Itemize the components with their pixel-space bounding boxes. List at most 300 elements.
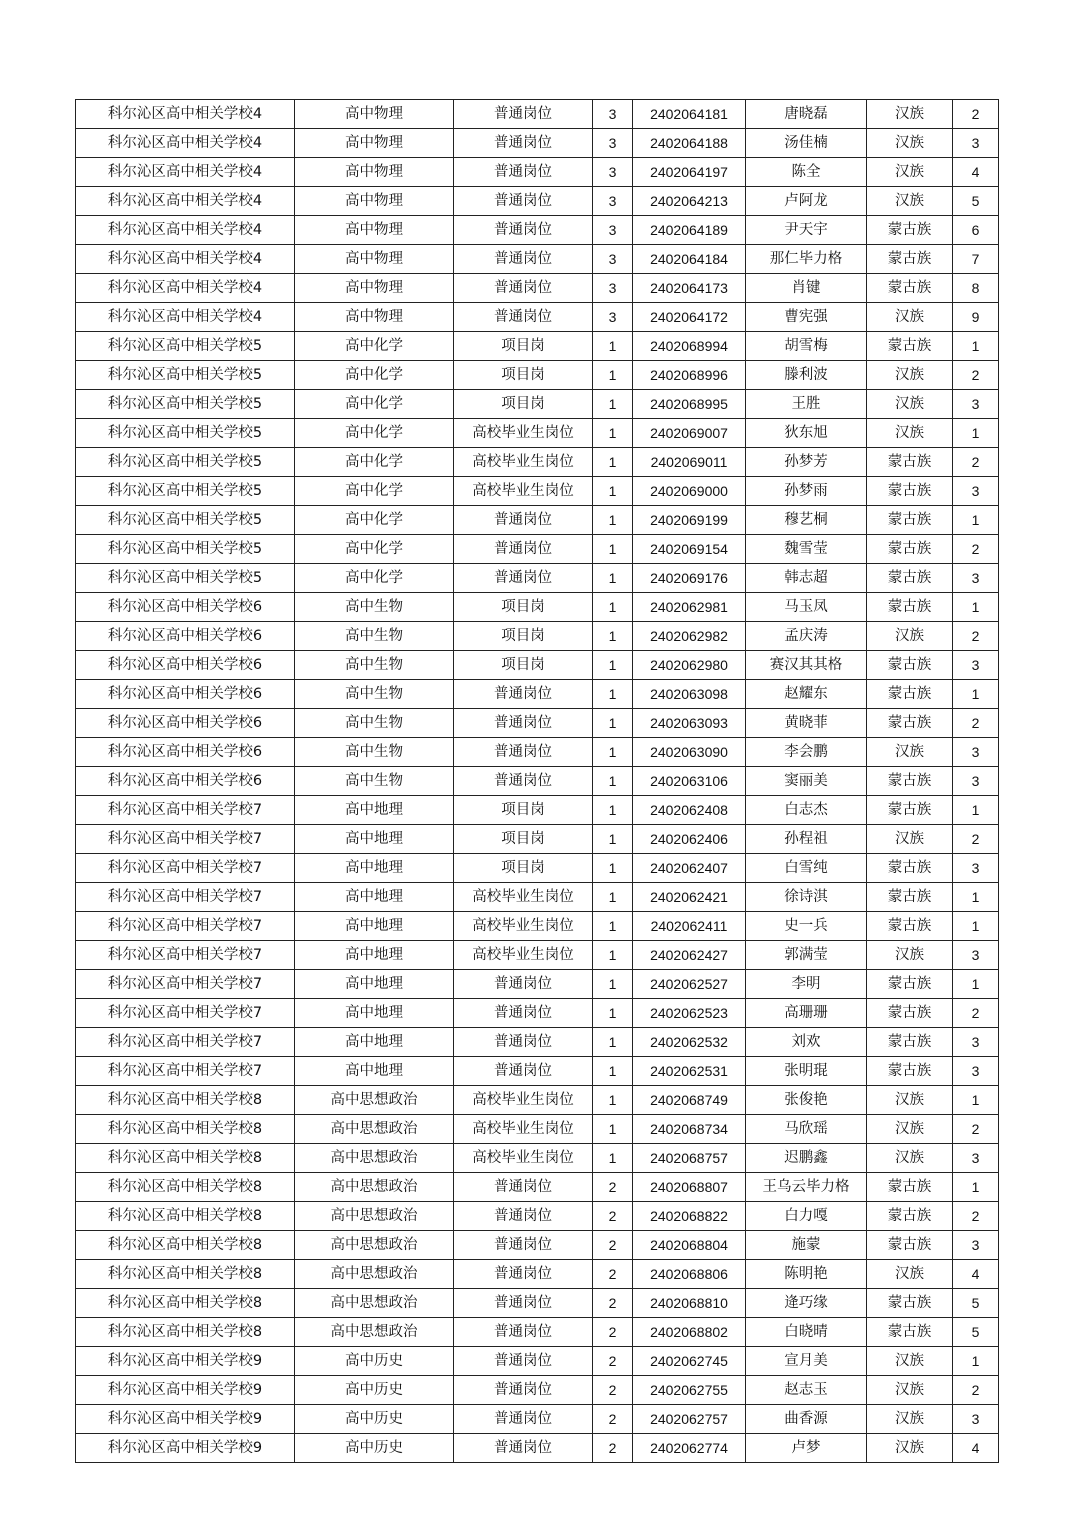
table-row bbox=[76, 100, 999, 129]
post-type-cell: 项目岗 bbox=[454, 651, 593, 680]
post-type-cell: 普通岗位 bbox=[454, 158, 593, 187]
rank-cell: 5 bbox=[953, 1289, 999, 1318]
ethnicity-cell: 蒙古族 bbox=[867, 245, 953, 274]
table-row bbox=[76, 1057, 999, 1086]
subject-cell: 高中物理 bbox=[295, 216, 454, 245]
exam-id-cell: 2402062427 bbox=[633, 941, 746, 970]
quota-cell: 1 bbox=[593, 419, 633, 448]
post-type-cell: 普通岗位 bbox=[454, 738, 593, 767]
school-cell: 科尔沁区高中相关学校9 bbox=[76, 1405, 295, 1434]
table-row bbox=[76, 1434, 999, 1463]
name-cell: 孙梦雨 bbox=[746, 477, 867, 506]
post-type-cell: 普通岗位 bbox=[454, 709, 593, 738]
exam-id-cell: 2402064173 bbox=[633, 274, 746, 303]
ethnicity-cell: 汉族 bbox=[867, 738, 953, 767]
quota-cell: 1 bbox=[593, 535, 633, 564]
ethnicity-cell: 蒙古族 bbox=[867, 796, 953, 825]
name-cell: 刘欢 bbox=[746, 1028, 867, 1057]
post-type-cell: 普通岗位 bbox=[454, 1434, 593, 1463]
school-cell: 科尔沁区高中相关学校7 bbox=[76, 912, 295, 941]
subject-cell: 高中化学 bbox=[295, 535, 454, 564]
table-row bbox=[76, 825, 999, 854]
name-cell: 高珊珊 bbox=[746, 999, 867, 1028]
rank-cell: 3 bbox=[953, 1028, 999, 1057]
ethnicity-cell: 汉族 bbox=[867, 1376, 953, 1405]
quota-cell: 2 bbox=[593, 1289, 633, 1318]
table-row bbox=[76, 535, 999, 564]
name-cell: 黄晓菲 bbox=[746, 709, 867, 738]
subject-cell: 高中地理 bbox=[295, 854, 454, 883]
rank-cell: 1 bbox=[953, 680, 999, 709]
table-row bbox=[76, 593, 999, 622]
subject-cell: 高中物理 bbox=[295, 245, 454, 274]
rank-cell: 3 bbox=[953, 941, 999, 970]
table-row bbox=[76, 999, 999, 1028]
table-row bbox=[76, 1405, 999, 1434]
rank-cell: 3 bbox=[953, 477, 999, 506]
quota-cell: 1 bbox=[593, 1028, 633, 1057]
name-cell: 那仁毕力格 bbox=[746, 245, 867, 274]
table-row bbox=[76, 419, 999, 448]
rank-cell: 2 bbox=[953, 999, 999, 1028]
subject-cell: 高中历史 bbox=[295, 1405, 454, 1434]
name-cell: 赛汉其其格 bbox=[746, 651, 867, 680]
name-cell: 白力嘎 bbox=[746, 1202, 867, 1231]
post-type-cell: 普通岗位 bbox=[454, 100, 593, 129]
quota-cell: 1 bbox=[593, 506, 633, 535]
ethnicity-cell: 汉族 bbox=[867, 129, 953, 158]
exam-id-cell: 2402069011 bbox=[633, 448, 746, 477]
table-row bbox=[76, 1086, 999, 1115]
ethnicity-cell: 汉族 bbox=[867, 622, 953, 651]
rank-cell: 1 bbox=[953, 970, 999, 999]
rank-cell: 1 bbox=[953, 1347, 999, 1376]
ethnicity-cell: 蒙古族 bbox=[867, 854, 953, 883]
rank-cell: 6 bbox=[953, 216, 999, 245]
quota-cell: 1 bbox=[593, 883, 633, 912]
school-cell: 科尔沁区高中相关学校7 bbox=[76, 999, 295, 1028]
exam-id-cell: 2402068994 bbox=[633, 332, 746, 361]
ethnicity-cell: 蒙古族 bbox=[867, 506, 953, 535]
school-cell: 科尔沁区高中相关学校5 bbox=[76, 448, 295, 477]
rank-cell: 5 bbox=[953, 1318, 999, 1347]
name-cell: 王胜 bbox=[746, 390, 867, 419]
post-type-cell: 项目岗 bbox=[454, 361, 593, 390]
name-cell: 李会鹏 bbox=[746, 738, 867, 767]
school-cell: 科尔沁区高中相关学校7 bbox=[76, 941, 295, 970]
post-type-cell: 普通岗位 bbox=[454, 1347, 593, 1376]
subject-cell: 高中物理 bbox=[295, 129, 454, 158]
name-cell: 白晓晴 bbox=[746, 1318, 867, 1347]
rank-cell: 1 bbox=[953, 883, 999, 912]
school-cell: 科尔沁区高中相关学校7 bbox=[76, 796, 295, 825]
name-cell: 王乌云毕力格 bbox=[746, 1173, 867, 1202]
exam-id-cell: 2402064188 bbox=[633, 129, 746, 158]
subject-cell: 高中地理 bbox=[295, 999, 454, 1028]
name-cell: 肖键 bbox=[746, 274, 867, 303]
post-type-cell: 普通岗位 bbox=[454, 506, 593, 535]
ethnicity-cell: 蒙古族 bbox=[867, 216, 953, 245]
exam-id-cell: 2402068995 bbox=[633, 390, 746, 419]
table-row bbox=[76, 361, 999, 390]
rank-cell: 1 bbox=[953, 419, 999, 448]
ethnicity-cell: 汉族 bbox=[867, 158, 953, 187]
name-cell: 卢阿龙 bbox=[746, 187, 867, 216]
exam-id-cell: 2402068757 bbox=[633, 1144, 746, 1173]
subject-cell: 高中思想政治 bbox=[295, 1260, 454, 1289]
post-type-cell: 高校毕业生岗位 bbox=[454, 912, 593, 941]
rank-cell: 2 bbox=[953, 825, 999, 854]
rank-cell: 2 bbox=[953, 1115, 999, 1144]
subject-cell: 高中生物 bbox=[295, 651, 454, 680]
subject-cell: 高中思想政治 bbox=[295, 1202, 454, 1231]
subject-cell: 高中地理 bbox=[295, 941, 454, 970]
rank-cell: 3 bbox=[953, 651, 999, 680]
ethnicity-cell: 蒙古族 bbox=[867, 651, 953, 680]
rank-cell: 1 bbox=[953, 593, 999, 622]
exam-id-cell: 2402064184 bbox=[633, 245, 746, 274]
rank-cell: 1 bbox=[953, 912, 999, 941]
table-row bbox=[76, 1115, 999, 1144]
rank-cell: 3 bbox=[953, 854, 999, 883]
quota-cell: 1 bbox=[593, 390, 633, 419]
exam-id-cell: 2402068996 bbox=[633, 361, 746, 390]
name-cell: 陈明艳 bbox=[746, 1260, 867, 1289]
subject-cell: 高中化学 bbox=[295, 361, 454, 390]
post-type-cell: 普通岗位 bbox=[454, 216, 593, 245]
quota-cell: 1 bbox=[593, 970, 633, 999]
subject-cell: 高中化学 bbox=[295, 448, 454, 477]
name-cell: 曹宪强 bbox=[746, 303, 867, 332]
ethnicity-cell: 蒙古族 bbox=[867, 1028, 953, 1057]
post-type-cell: 高校毕业生岗位 bbox=[454, 1115, 593, 1144]
quota-cell: 1 bbox=[593, 361, 633, 390]
quota-cell: 1 bbox=[593, 941, 633, 970]
school-cell: 科尔沁区高中相关学校4 bbox=[76, 129, 295, 158]
exam-id-cell: 2402069154 bbox=[633, 535, 746, 564]
post-type-cell: 普通岗位 bbox=[454, 999, 593, 1028]
ethnicity-cell: 蒙古族 bbox=[867, 593, 953, 622]
table-row bbox=[76, 1144, 999, 1173]
table-row bbox=[76, 1173, 999, 1202]
school-cell: 科尔沁区高中相关学校6 bbox=[76, 709, 295, 738]
exam-id-cell: 2402068822 bbox=[633, 1202, 746, 1231]
quota-cell: 3 bbox=[593, 129, 633, 158]
post-type-cell: 项目岗 bbox=[454, 390, 593, 419]
post-type-cell: 高校毕业生岗位 bbox=[454, 941, 593, 970]
ethnicity-cell: 蒙古族 bbox=[867, 883, 953, 912]
table-row bbox=[76, 854, 999, 883]
exam-id-cell: 2402062531 bbox=[633, 1057, 746, 1086]
table-row bbox=[76, 680, 999, 709]
name-cell: 狄东旭 bbox=[746, 419, 867, 448]
name-cell: 韩志超 bbox=[746, 564, 867, 593]
subject-cell: 高中化学 bbox=[295, 419, 454, 448]
post-type-cell: 普通岗位 bbox=[454, 1260, 593, 1289]
school-cell: 科尔沁区高中相关学校4 bbox=[76, 216, 295, 245]
quota-cell: 2 bbox=[593, 1434, 633, 1463]
school-cell: 科尔沁区高中相关学校7 bbox=[76, 970, 295, 999]
post-type-cell: 普通岗位 bbox=[454, 1289, 593, 1318]
school-cell: 科尔沁区高中相关学校6 bbox=[76, 593, 295, 622]
subject-cell: 高中化学 bbox=[295, 564, 454, 593]
table-row bbox=[76, 1347, 999, 1376]
ethnicity-cell: 蒙古族 bbox=[867, 1231, 953, 1260]
school-cell: 科尔沁区高中相关学校7 bbox=[76, 1028, 295, 1057]
rank-cell: 3 bbox=[953, 738, 999, 767]
school-cell: 科尔沁区高中相关学校8 bbox=[76, 1115, 295, 1144]
subject-cell: 高中生物 bbox=[295, 680, 454, 709]
exam-id-cell: 2402068810 bbox=[633, 1289, 746, 1318]
school-cell: 科尔沁区高中相关学校9 bbox=[76, 1347, 295, 1376]
ethnicity-cell: 汉族 bbox=[867, 1260, 953, 1289]
post-type-cell: 普通岗位 bbox=[454, 1231, 593, 1260]
ethnicity-cell: 汉族 bbox=[867, 1405, 953, 1434]
school-cell: 科尔沁区高中相关学校8 bbox=[76, 1260, 295, 1289]
exam-id-cell: 2402062523 bbox=[633, 999, 746, 1028]
exam-id-cell: 2402068807 bbox=[633, 1173, 746, 1202]
school-cell: 科尔沁区高中相关学校4 bbox=[76, 100, 295, 129]
exam-id-cell: 2402063093 bbox=[633, 709, 746, 738]
exam-id-cell: 2402062408 bbox=[633, 796, 746, 825]
name-cell: 尹天宇 bbox=[746, 216, 867, 245]
rank-cell: 5 bbox=[953, 187, 999, 216]
rank-cell: 1 bbox=[953, 506, 999, 535]
subject-cell: 高中历史 bbox=[295, 1434, 454, 1463]
name-cell: 卢梦 bbox=[746, 1434, 867, 1463]
name-cell: 孙梦芳 bbox=[746, 448, 867, 477]
ethnicity-cell: 蒙古族 bbox=[867, 1057, 953, 1086]
post-type-cell: 普通岗位 bbox=[454, 535, 593, 564]
name-cell: 白雪纯 bbox=[746, 854, 867, 883]
quota-cell: 2 bbox=[593, 1376, 633, 1405]
name-cell: 宣月美 bbox=[746, 1347, 867, 1376]
table-row bbox=[76, 709, 999, 738]
school-cell: 科尔沁区高中相关学校8 bbox=[76, 1086, 295, 1115]
quota-cell: 1 bbox=[593, 1115, 633, 1144]
rank-cell: 4 bbox=[953, 1434, 999, 1463]
table-row bbox=[76, 129, 999, 158]
subject-cell: 高中历史 bbox=[295, 1376, 454, 1405]
quota-cell: 2 bbox=[593, 1202, 633, 1231]
exam-id-cell: 2402068734 bbox=[633, 1115, 746, 1144]
ethnicity-cell: 蒙古族 bbox=[867, 709, 953, 738]
subject-cell: 高中物理 bbox=[295, 274, 454, 303]
quota-cell: 2 bbox=[593, 1405, 633, 1434]
exam-id-cell: 2402068806 bbox=[633, 1260, 746, 1289]
exam-id-cell: 2402064172 bbox=[633, 303, 746, 332]
school-cell: 科尔沁区高中相关学校8 bbox=[76, 1318, 295, 1347]
name-cell: 胡雪梅 bbox=[746, 332, 867, 361]
exam-id-cell: 2402068802 bbox=[633, 1318, 746, 1347]
table-row bbox=[76, 1260, 999, 1289]
subject-cell: 高中历史 bbox=[295, 1347, 454, 1376]
subject-cell: 高中地理 bbox=[295, 1028, 454, 1057]
quota-cell: 1 bbox=[593, 709, 633, 738]
post-type-cell: 普通岗位 bbox=[454, 564, 593, 593]
exam-id-cell: 2402069199 bbox=[633, 506, 746, 535]
subject-cell: 高中思想政治 bbox=[295, 1173, 454, 1202]
ethnicity-cell: 蒙古族 bbox=[867, 767, 953, 796]
school-cell: 科尔沁区高中相关学校7 bbox=[76, 883, 295, 912]
school-cell: 科尔沁区高中相关学校6 bbox=[76, 767, 295, 796]
post-type-cell: 普通岗位 bbox=[454, 303, 593, 332]
school-cell: 科尔沁区高中相关学校8 bbox=[76, 1144, 295, 1173]
name-cell: 马欣瑶 bbox=[746, 1115, 867, 1144]
ethnicity-cell: 汉族 bbox=[867, 390, 953, 419]
subject-cell: 高中地理 bbox=[295, 796, 454, 825]
quota-cell: 1 bbox=[593, 767, 633, 796]
exam-id-cell: 2402068804 bbox=[633, 1231, 746, 1260]
exam-id-cell: 2402062421 bbox=[633, 883, 746, 912]
school-cell: 科尔沁区高中相关学校4 bbox=[76, 274, 295, 303]
ethnicity-cell: 汉族 bbox=[867, 1347, 953, 1376]
exam-id-cell: 2402062774 bbox=[633, 1434, 746, 1463]
ethnicity-cell: 汉族 bbox=[867, 1144, 953, 1173]
table-row bbox=[76, 796, 999, 825]
exam-id-cell: 2402064181 bbox=[633, 100, 746, 129]
table-row bbox=[76, 912, 999, 941]
school-cell: 科尔沁区高中相关学校4 bbox=[76, 245, 295, 274]
name-cell: 滕利波 bbox=[746, 361, 867, 390]
school-cell: 科尔沁区高中相关学校5 bbox=[76, 419, 295, 448]
quota-cell: 1 bbox=[593, 593, 633, 622]
subject-cell: 高中化学 bbox=[295, 332, 454, 361]
ethnicity-cell: 汉族 bbox=[867, 941, 953, 970]
name-cell: 白志杰 bbox=[746, 796, 867, 825]
ethnicity-cell: 蒙古族 bbox=[867, 680, 953, 709]
subject-cell: 高中生物 bbox=[295, 738, 454, 767]
ethnicity-cell: 蒙古族 bbox=[867, 332, 953, 361]
quota-cell: 1 bbox=[593, 622, 633, 651]
post-type-cell: 项目岗 bbox=[454, 854, 593, 883]
table-row bbox=[76, 767, 999, 796]
school-cell: 科尔沁区高中相关学校6 bbox=[76, 738, 295, 767]
post-type-cell: 普通岗位 bbox=[454, 1028, 593, 1057]
subject-cell: 高中地理 bbox=[295, 912, 454, 941]
candidate-table bbox=[75, 99, 999, 1463]
school-cell: 科尔沁区高中相关学校5 bbox=[76, 332, 295, 361]
table-body bbox=[76, 100, 999, 1463]
school-cell: 科尔沁区高中相关学校7 bbox=[76, 825, 295, 854]
school-cell: 科尔沁区高中相关学校8 bbox=[76, 1289, 295, 1318]
table-row bbox=[76, 187, 999, 216]
school-cell: 科尔沁区高中相关学校4 bbox=[76, 187, 295, 216]
post-type-cell: 项目岗 bbox=[454, 825, 593, 854]
quota-cell: 1 bbox=[593, 912, 633, 941]
exam-id-cell: 2402062755 bbox=[633, 1376, 746, 1405]
quota-cell: 3 bbox=[593, 100, 633, 129]
post-type-cell: 项目岗 bbox=[454, 332, 593, 361]
exam-id-cell: 2402062980 bbox=[633, 651, 746, 680]
post-type-cell: 普通岗位 bbox=[454, 1173, 593, 1202]
school-cell: 科尔沁区高中相关学校4 bbox=[76, 158, 295, 187]
exam-id-cell: 2402063098 bbox=[633, 680, 746, 709]
table-row bbox=[76, 883, 999, 912]
ethnicity-cell: 汉族 bbox=[867, 100, 953, 129]
subject-cell: 高中物理 bbox=[295, 187, 454, 216]
table-row bbox=[76, 216, 999, 245]
quota-cell: 1 bbox=[593, 448, 633, 477]
post-type-cell: 高校毕业生岗位 bbox=[454, 419, 593, 448]
table-row bbox=[76, 448, 999, 477]
school-cell: 科尔沁区高中相关学校7 bbox=[76, 854, 295, 883]
school-cell: 科尔沁区高中相关学校9 bbox=[76, 1434, 295, 1463]
school-cell: 科尔沁区高中相关学校5 bbox=[76, 535, 295, 564]
subject-cell: 高中化学 bbox=[295, 477, 454, 506]
post-type-cell: 普通岗位 bbox=[454, 970, 593, 999]
post-type-cell: 普通岗位 bbox=[454, 129, 593, 158]
subject-cell: 高中物理 bbox=[295, 100, 454, 129]
rank-cell: 4 bbox=[953, 1260, 999, 1289]
post-type-cell: 普通岗位 bbox=[454, 680, 593, 709]
quota-cell: 3 bbox=[593, 303, 633, 332]
rank-cell: 2 bbox=[953, 361, 999, 390]
quota-cell: 3 bbox=[593, 216, 633, 245]
exam-id-cell: 2402068749 bbox=[633, 1086, 746, 1115]
rank-cell: 3 bbox=[953, 1231, 999, 1260]
subject-cell: 高中生物 bbox=[295, 767, 454, 796]
post-type-cell: 普通岗位 bbox=[454, 1318, 593, 1347]
ethnicity-cell: 蒙古族 bbox=[867, 1173, 953, 1202]
name-cell: 马玉凤 bbox=[746, 593, 867, 622]
table-row bbox=[76, 1202, 999, 1231]
post-type-cell: 高校毕业生岗位 bbox=[454, 477, 593, 506]
school-cell: 科尔沁区高中相关学校5 bbox=[76, 506, 295, 535]
table-row bbox=[76, 1289, 999, 1318]
post-type-cell: 高校毕业生岗位 bbox=[454, 883, 593, 912]
subject-cell: 高中生物 bbox=[295, 622, 454, 651]
name-cell: 汤佳楠 bbox=[746, 129, 867, 158]
rank-cell: 8 bbox=[953, 274, 999, 303]
exam-id-cell: 2402062406 bbox=[633, 825, 746, 854]
rank-cell: 7 bbox=[953, 245, 999, 274]
exam-id-cell: 2402063106 bbox=[633, 767, 746, 796]
rank-cell: 9 bbox=[953, 303, 999, 332]
table-row bbox=[76, 158, 999, 187]
school-cell: 科尔沁区高中相关学校4 bbox=[76, 303, 295, 332]
rank-cell: 2 bbox=[953, 1376, 999, 1405]
quota-cell: 1 bbox=[593, 651, 633, 680]
ethnicity-cell: 蒙古族 bbox=[867, 999, 953, 1028]
rank-cell: 3 bbox=[953, 1144, 999, 1173]
ethnicity-cell: 蒙古族 bbox=[867, 1202, 953, 1231]
name-cell: 穆艺桐 bbox=[746, 506, 867, 535]
name-cell: 史一兵 bbox=[746, 912, 867, 941]
name-cell: 赵耀东 bbox=[746, 680, 867, 709]
subject-cell: 高中化学 bbox=[295, 390, 454, 419]
table-row bbox=[76, 274, 999, 303]
subject-cell: 高中思想政治 bbox=[295, 1289, 454, 1318]
post-type-cell: 项目岗 bbox=[454, 796, 593, 825]
table-row bbox=[76, 564, 999, 593]
exam-id-cell: 2402062411 bbox=[633, 912, 746, 941]
post-type-cell: 普通岗位 bbox=[454, 274, 593, 303]
table-row bbox=[76, 941, 999, 970]
school-cell: 科尔沁区高中相关学校5 bbox=[76, 361, 295, 390]
subject-cell: 高中物理 bbox=[295, 303, 454, 332]
school-cell: 科尔沁区高中相关学校9 bbox=[76, 1376, 295, 1405]
school-cell: 科尔沁区高中相关学校5 bbox=[76, 477, 295, 506]
table-row bbox=[76, 506, 999, 535]
quota-cell: 1 bbox=[593, 796, 633, 825]
exam-id-cell: 2402069176 bbox=[633, 564, 746, 593]
subject-cell: 高中地理 bbox=[295, 825, 454, 854]
exam-id-cell: 2402064197 bbox=[633, 158, 746, 187]
subject-cell: 高中生物 bbox=[295, 593, 454, 622]
quota-cell: 3 bbox=[593, 158, 633, 187]
table-row bbox=[76, 1376, 999, 1405]
